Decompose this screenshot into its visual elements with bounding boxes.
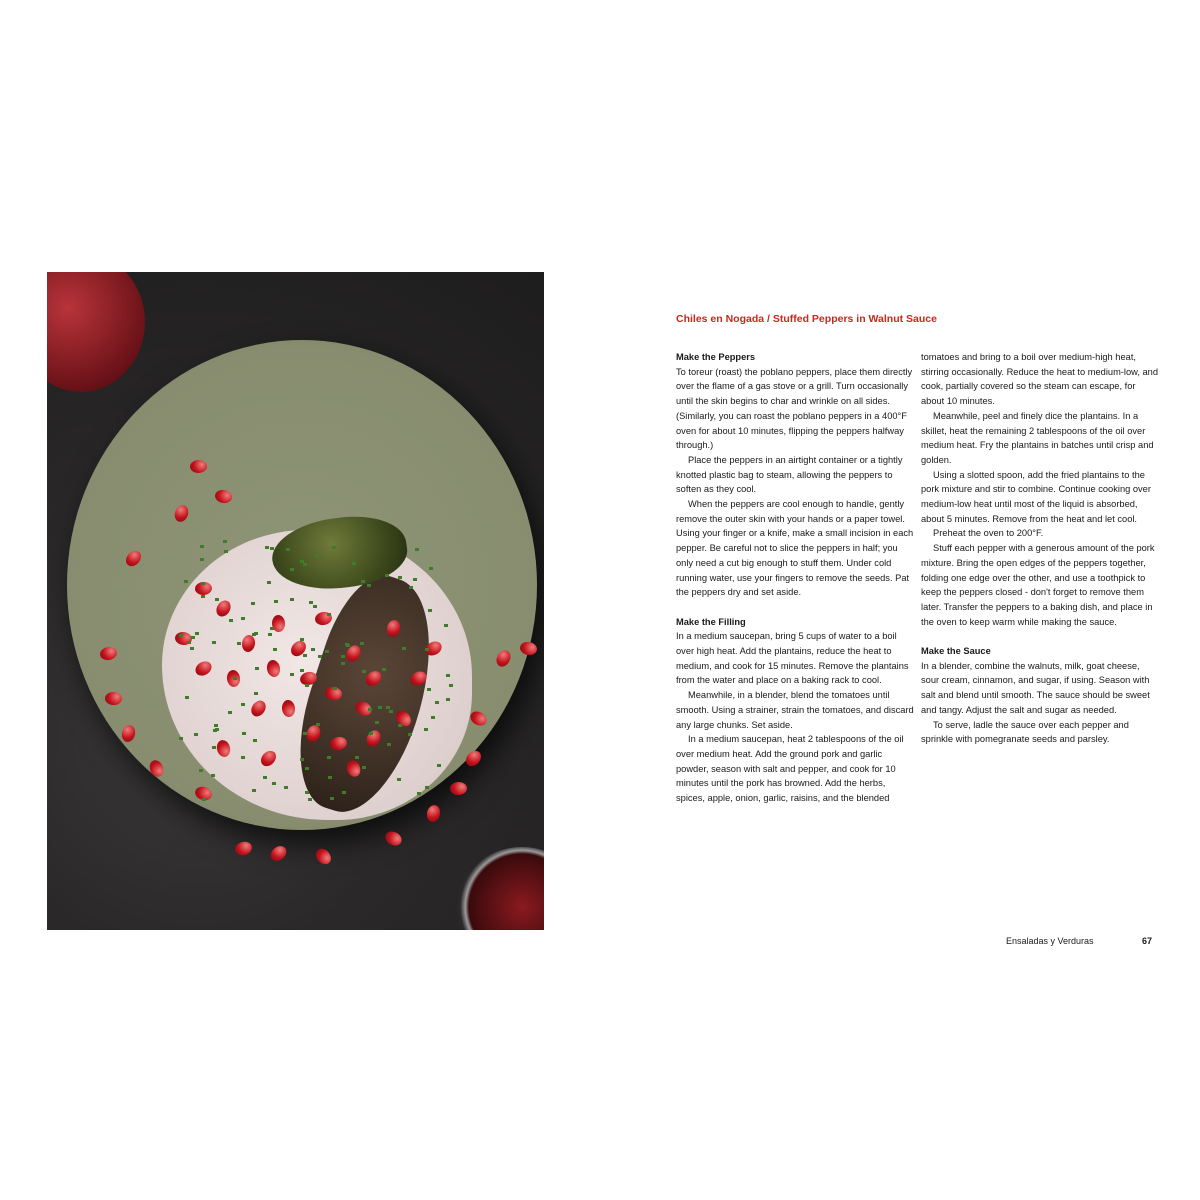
parsley-fleck <box>398 576 402 579</box>
pomegranate-seed <box>172 503 190 523</box>
parsley-fleck <box>402 647 406 650</box>
pomegranate-seed <box>313 846 334 867</box>
paragraph: To toreur (roast) the poblano peppers, place them directly over the flame of a gas stove or a grill. Turn occasionally until the skin begins to char and wrinkle on all sides. (Similarly, you can roast the poblano peppers in a 400°F oven for about 10 minutes, flipping the peppers halfway through.) <box>676 366 913 451</box>
parsley-fleck <box>362 670 366 673</box>
parsley-fleck <box>284 786 288 789</box>
parsley-fleck <box>273 648 277 651</box>
parsley-fleck <box>368 708 372 711</box>
parsley-fleck <box>387 743 391 746</box>
pomegranate-seed <box>468 709 489 729</box>
parsley-fleck <box>212 746 216 749</box>
paragraph: Meanwhile, peel and finely dice the plantains. In a skillet, heat the remaining 2 tablespoons of the oil over medium heat. Fry the plantains in batches until crisp and golden. <box>921 410 1154 465</box>
parsley-fleck <box>242 732 246 735</box>
parsley-fleck <box>270 627 274 630</box>
parsley-fleck <box>233 677 237 680</box>
parsley-fleck <box>397 778 401 781</box>
paragraph: To serve, ladle the sauce over each pepper and sprinkle with pomegranate seeds and parsley. <box>921 719 1129 745</box>
parsley-fleck <box>315 554 319 557</box>
parsley-fleck <box>267 581 271 584</box>
pomegranate-seed <box>105 692 122 705</box>
parsley-fleck <box>300 758 304 761</box>
pomegranate-seed <box>120 724 137 744</box>
parsley-fleck <box>265 546 269 549</box>
parsley-fleck <box>214 724 218 727</box>
pomegranate-seed <box>463 748 484 769</box>
parsley-fleck <box>237 642 241 645</box>
parsley-fleck <box>328 776 332 779</box>
parsley-fleck <box>229 619 233 622</box>
parsley-fleck <box>362 766 366 769</box>
parsley-fleck <box>413 578 417 581</box>
parsley-fleck <box>254 632 258 635</box>
paragraph: Stuff each pepper with a generous amount of the pork mixture. Bring the open edges of the peppers together, folding one edge over the other, and use a toothpick to keep the peppers closed - don't forget to remove them later. Transfer the peppers to a baking dish, and place in the oven to keep warm while making the sauce. <box>921 543 1155 627</box>
parsley-fleck <box>195 632 199 635</box>
parsley-fleck <box>228 711 232 714</box>
paragraph: In a medium saucepan, bring 5 cups of water to a boil over high heat. Add the plantains, reduce the heat to medium, and cook for 15 minutes. Remove the plantains from the water and place on a baking rack to cool. <box>676 631 909 686</box>
parsley-fleck <box>429 567 433 570</box>
parsley-fleck <box>398 724 402 727</box>
parsley-fleck <box>305 791 309 794</box>
pomegranate-seed <box>190 460 207 474</box>
parsley-fleck <box>409 586 413 589</box>
parsley-fleck <box>215 598 219 601</box>
parsley-fleck <box>415 548 419 551</box>
pomegranate-seed <box>383 829 404 848</box>
parsley-fleck <box>327 613 331 616</box>
pomegranate-seed <box>123 548 144 569</box>
parsley-fleck <box>270 547 274 550</box>
parsley-fleck <box>241 617 245 620</box>
pomegranate-seed <box>233 840 253 857</box>
parsley-fleck <box>352 562 356 565</box>
parsley-fleck <box>200 558 204 561</box>
parsley-fleck <box>431 716 435 719</box>
parsley-fleck <box>428 609 432 612</box>
parsley-fleck <box>290 568 294 571</box>
parsley-fleck <box>255 667 259 670</box>
parsley-fleck <box>309 601 313 604</box>
parsley-fleck <box>184 580 188 583</box>
parsley-fleck <box>300 560 304 563</box>
parsley-fleck <box>449 684 453 687</box>
parsley-fleck <box>179 634 183 637</box>
pomegranate-seed <box>268 843 289 864</box>
pomegranate-seed <box>425 804 441 823</box>
parsley-fleck <box>253 739 257 742</box>
parsley-fleck <box>212 641 216 644</box>
parsley-fleck <box>215 728 219 731</box>
parsley-fleck <box>194 733 198 736</box>
parsley-fleck <box>385 574 389 577</box>
paragraph: When the peppers are cool enough to handle, gently remove the outer skin with your hands or a paper towel. Using your finger or a knife, make a small incision in each pepper. Be careful not to slice the peppers in half; you only need a cut big enough to stuff them. Under cold running water, use your fingers to remove the seeds. Pat the peppers dry and set aside. <box>676 499 914 598</box>
parsley-fleck <box>202 798 206 801</box>
parsley-fleck <box>300 669 304 672</box>
parsley-fleck <box>290 598 294 601</box>
text-column-left <box>676 350 914 806</box>
pomegranate-bowl <box>457 847 544 930</box>
parsley-fleck <box>360 642 364 645</box>
pomegranate-seed <box>99 645 118 661</box>
recipe-photo <box>47 272 544 930</box>
parsley-fleck <box>268 633 272 636</box>
parsley-fleck <box>313 605 317 608</box>
recipe-title: Chiles en Nogada / Stuffed Peppers in Walnut Sauce <box>676 313 937 325</box>
parsley-fleck <box>201 582 205 585</box>
section-heading: Make the Sauce <box>921 646 991 657</box>
parsley-fleck <box>303 563 307 566</box>
parsley-fleck <box>305 767 309 770</box>
parsley-fleck <box>369 732 373 735</box>
parsley-fleck <box>345 643 349 646</box>
pomegranate-seed <box>519 641 538 657</box>
parsley-fleck <box>241 756 245 759</box>
parsley-fleck <box>308 798 312 801</box>
paragraph: In a medium saucepan, heat 2 tablespoons of the oil over medium heat. Add the ground pork and garlic powder, season with salt and pepper, and cook for 10 minutes until the pork has browned. Add the herbs, spices, apple, onion, garlic, raisins, and the blended <box>676 734 904 804</box>
pomegranate-seed <box>494 648 513 669</box>
parsley-fleck <box>446 698 450 701</box>
parsley-fleck <box>305 684 309 687</box>
parsley-fleck <box>341 655 345 658</box>
parsley-fleck <box>417 792 421 795</box>
parsley-fleck <box>187 641 191 644</box>
parsley-fleck <box>424 728 428 731</box>
parsley-fleck <box>224 550 228 553</box>
paragraph: Using a slotted spoon, add the fried plantains to the pork mixture and stir to combine. Continue cooking over medium-low heat until most of the liquid is absorbed, about 5 minutes. Remove from the heat and let cool. <box>921 469 1151 524</box>
parsley-fleck <box>251 602 255 605</box>
paragraph: tomatoes and bring to a boil over medium-high heat, stirring occasionally. Reduce the heat to medium-low, and cook, partially covered so the steam can escape, for about 10 minutes. <box>921 352 1159 407</box>
parsley-fleck <box>444 624 448 627</box>
pomegranate-seed <box>147 758 165 779</box>
parsley-fleck <box>382 668 386 671</box>
parsley-fleck <box>437 764 441 767</box>
parsley-fleck <box>311 648 315 651</box>
parsley-fleck <box>333 687 337 690</box>
parsley-fleck <box>427 688 431 691</box>
pomegranate-seed <box>214 489 233 505</box>
parsley-fleck <box>241 703 245 706</box>
parsley-fleck <box>325 650 329 653</box>
parsley-fleck <box>425 786 429 789</box>
parsley-fleck <box>330 797 334 800</box>
parsley-fleck <box>425 648 429 651</box>
text-column-right <box>921 350 1159 747</box>
paragraph: Preheat the oven to 200°F. <box>933 528 1044 539</box>
parsley-fleck <box>303 654 307 657</box>
parsley-fleck <box>200 545 204 548</box>
paragraph: Place the peppers in an airtight container or a tightly knotted plastic bag to steam, allowing the peppers to soften as they cool. <box>676 454 903 495</box>
parsley-fleck <box>389 710 393 713</box>
parsley-fleck <box>263 776 267 779</box>
parsley-fleck <box>190 647 194 650</box>
parsley-fleck <box>254 692 258 695</box>
section-heading: Make the Peppers <box>676 352 756 362</box>
parsley-fleck <box>378 706 382 709</box>
parsley-fleck <box>327 756 331 759</box>
parsley-fleck <box>290 673 294 676</box>
parsley-fleck <box>408 733 412 736</box>
footer-section-name: Ensaladas y Verduras <box>1006 936 1094 946</box>
parsley-fleck <box>341 662 345 665</box>
parsley-fleck <box>223 540 227 543</box>
pomegranate-seed <box>450 782 467 795</box>
parsley-fleck <box>361 580 365 583</box>
parsley-fleck <box>435 701 439 704</box>
parsley-fleck <box>286 548 290 551</box>
parsley-fleck <box>211 774 215 777</box>
paragraph: Meanwhile, in a blender, blend the tomatoes until smooth. Using a strainer, strain the tomatoes, and discard any large chunks. Set aside. <box>676 690 914 730</box>
parsley-fleck <box>303 732 307 735</box>
parsley-fleck <box>386 706 390 709</box>
parsley-fleck <box>318 655 322 658</box>
parsley-fleck <box>355 756 359 759</box>
parsley-fleck <box>191 636 195 639</box>
parsley-fleck <box>201 595 205 598</box>
pomegranate-half <box>47 272 145 392</box>
parsley-fleck <box>199 769 203 772</box>
parsley-fleck <box>446 674 450 677</box>
parsley-fleck <box>185 696 189 699</box>
parsley-fleck <box>300 638 304 641</box>
section-heading: Make the Filling <box>676 616 746 627</box>
page-number: 67 <box>1142 936 1153 946</box>
parsley-fleck <box>179 737 183 740</box>
parsley-fleck <box>274 600 278 603</box>
parsley-fleck <box>272 782 276 785</box>
plate <box>67 340 537 830</box>
parsley-fleck <box>316 723 320 726</box>
paragraph: In a blender, combine the walnuts, milk, goat cheese, sour cream, cinnamon, and sugar, if using. Season with salt and blend until smooth. The sauce should be sweet and tangy. Adjust the salt and sugar as needed. <box>921 660 1150 715</box>
parsley-fleck <box>367 584 371 587</box>
parsley-fleck <box>252 789 256 792</box>
parsley-fleck <box>375 721 379 724</box>
parsley-fleck <box>342 791 346 794</box>
parsley-fleck <box>332 546 336 549</box>
